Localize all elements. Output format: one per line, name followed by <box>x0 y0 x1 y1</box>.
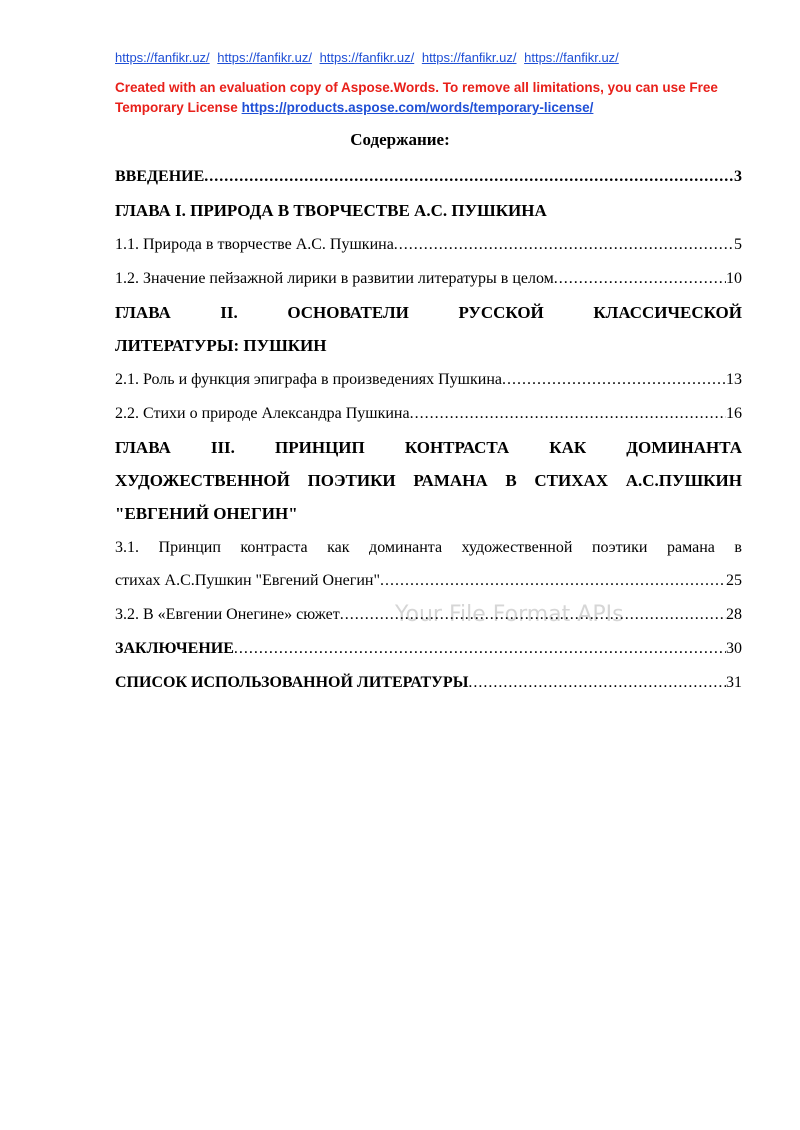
license-link[interactable]: https://products.aspose.com/words/temporary-license/ <box>241 100 594 115</box>
toc-entry-label: 1.1. Природа в творчестве А.С. Пушкина <box>115 236 394 253</box>
word: ХУДОЖЕСТВЕННОЙ <box>115 471 290 490</box>
word: ГЛАВА <box>115 303 171 322</box>
toc-entry-3-1-line-1[interactable] <box>115 531 742 564</box>
toc-entry-label: ЗАКЛЮЧЕНИЕ <box>115 640 234 657</box>
word: РАМАНА <box>413 471 488 490</box>
toc-chapter-2-line-1[interactable] <box>115 296 742 329</box>
word: А.С.ПУШКИН <box>625 471 742 490</box>
word: 3.1. <box>115 539 139 556</box>
toc-leader <box>234 632 726 666</box>
toc-leader <box>502 363 726 397</box>
toc-chapter-label: "ЕВГЕНИЙ ОНЕГИН" <box>115 504 298 523</box>
word: КОНТРАСТА <box>404 438 510 457</box>
word: ПОЭТИКИ <box>307 471 396 490</box>
word: КАК <box>549 438 587 457</box>
toc-entry-intro[interactable] <box>115 160 742 194</box>
toc-leader <box>204 160 734 194</box>
word: поэтики <box>591 539 648 556</box>
word: Принцип <box>158 539 221 556</box>
toc-entry-conclusion[interactable] <box>115 632 742 666</box>
word: СТИХАХ <box>534 471 609 490</box>
toc-chapter-label: ЛИТЕРАТУРЫ: ПУШКИН <box>115 336 327 355</box>
header-link[interactable]: https://fanfikr.uz/ <box>421 50 517 65</box>
toc-entry-2-1[interactable] <box>115 363 742 397</box>
toc-chapter-3-line-2[interactable] <box>115 464 742 497</box>
toc-chapter-1[interactable] <box>115 194 742 228</box>
toc-entry-1-2[interactable] <box>115 262 742 296</box>
evaluation-notice <box>115 78 755 118</box>
evaluation-notice-text: Created with an evaluation copy of Aspose.Words. To remove all limitations, you can use Free Temporary License <box>115 80 718 115</box>
word: в <box>734 539 742 556</box>
word: ГЛАВА <box>115 438 171 457</box>
toc-entry-2-2[interactable] <box>115 397 742 431</box>
word: В <box>505 471 517 490</box>
word: ОСНОВАТЕЛИ <box>287 303 409 322</box>
word: ДОМИНАНТА <box>626 438 742 457</box>
toc-chapter-3-line-1[interactable] <box>115 431 742 464</box>
word: РУССКОЙ <box>458 303 544 322</box>
toc-leader <box>554 262 726 296</box>
toc-chapter-label: ГЛАВА I. ПРИРОДА В ТВОРЧЕСТВЕ А.С. ПУШКИНА <box>115 201 547 220</box>
word: рамана <box>666 539 715 556</box>
toc-chapter-2-line-2[interactable] <box>115 329 742 363</box>
word: художественной <box>461 539 573 556</box>
toc-entry-label: 3.2. В «Евгении Онегине» сюжет <box>115 606 340 623</box>
word: доминанта <box>369 539 443 556</box>
word: II. <box>220 303 238 322</box>
toc-entry-label: 1.2. Значение пейзажной лирики в развитии литературы в целом <box>115 270 554 287</box>
toc-page-number: 31 <box>726 674 742 691</box>
toc-entry-label: 2.1. Роль и функция эпиграфа в произведениях Пушкина <box>115 371 502 388</box>
toc-entry-3-1[interactable] <box>115 564 742 598</box>
toc-entry-1-1[interactable] <box>115 228 742 262</box>
word: III. <box>210 438 235 457</box>
toc-leader <box>394 228 734 262</box>
header-link[interactable]: https://fanfikr.uz/ <box>524 50 619 65</box>
word: ПРИНЦИП <box>275 438 365 457</box>
toc-page-number: 10 <box>726 270 742 287</box>
header-link[interactable]: https://fanfikr.uz/ <box>115 50 210 65</box>
toc-page-number: 13 <box>726 371 742 388</box>
toc-page-number: 25 <box>726 572 742 589</box>
word: контраста <box>240 539 308 556</box>
header-link[interactable]: https://fanfikr.uz/ <box>217 50 312 65</box>
toc-leader <box>380 564 726 598</box>
toc-entry-3-2[interactable] <box>115 598 742 632</box>
toc-entry-references[interactable] <box>115 666 742 700</box>
toc-page-number: 5 <box>734 236 742 253</box>
header-links <box>115 50 755 65</box>
word: КЛАССИЧЕСКОЙ <box>593 303 742 322</box>
toc-page-number: 3 <box>734 168 742 185</box>
toc-page-number: 16 <box>726 405 742 422</box>
toc-entry-label: ВВЕДЕНИЕ <box>115 168 205 185</box>
toc-entry-label: СПИСОК ИСПОЛЬЗОВАННОЙ ЛИТЕРАТУРЫ <box>115 674 469 691</box>
word: как <box>327 539 350 556</box>
table-of-contents <box>115 160 742 700</box>
toc-page-number: 30 <box>726 640 742 657</box>
watermark-text: Your File Format APIs <box>395 602 624 627</box>
toc-leader <box>468 666 726 700</box>
toc-entry-label: стихах А.С.Пушкин "Евгений Онегин" <box>115 572 380 589</box>
toc-leader <box>340 598 726 632</box>
toc-entry-label: 2.2. Стихи о природе Александра Пушкина <box>115 405 410 422</box>
header-link[interactable]: https://fanfikr.uz/ <box>319 50 415 65</box>
toc-page-number: 28 <box>726 606 742 623</box>
toc-chapter-3-line-3[interactable] <box>115 497 742 531</box>
toc-leader <box>410 397 726 431</box>
page-title: Содержание: <box>350 130 450 149</box>
